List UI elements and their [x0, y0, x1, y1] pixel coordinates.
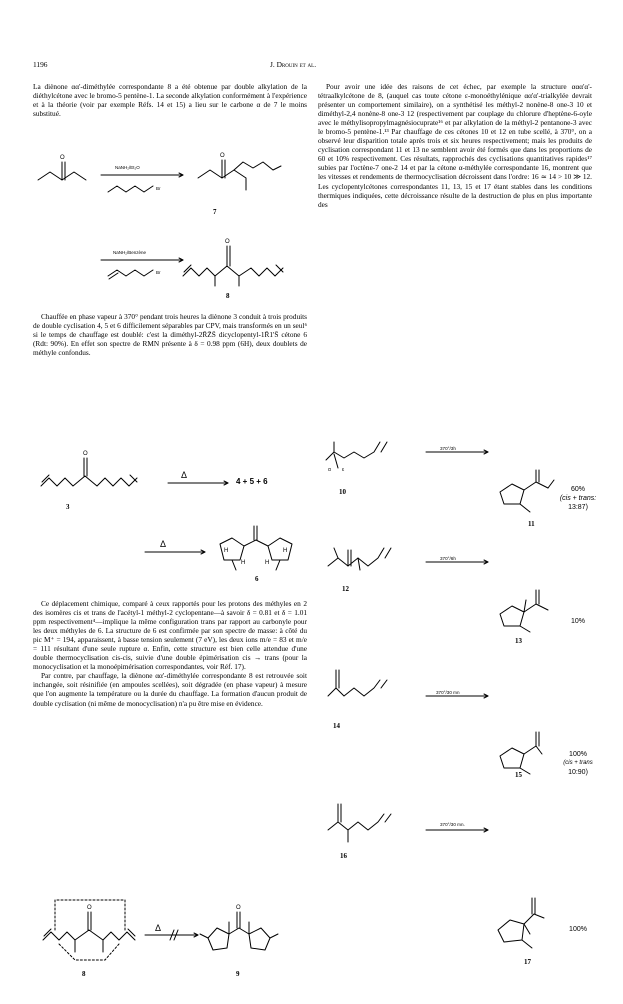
compound-label-10: 10 — [339, 488, 346, 496]
compound-label-13: 13 — [515, 637, 522, 645]
left-para-2 — [33, 312, 307, 357]
scheme-ketone-to-7 — [33, 148, 313, 208]
yield-block-15 — [548, 750, 608, 777]
h-label-3: H — [241, 560, 246, 566]
ratio-15-a: (cis + trans — [563, 760, 593, 766]
compound-label-8b: 8 — [82, 970, 86, 978]
oxygen-atom: O — [225, 239, 230, 245]
yield-13: 10% — [570, 618, 585, 625]
h-label-1: H — [224, 548, 229, 554]
compound-label-17: 17 — [524, 958, 531, 966]
ratio-15-b: 10:90) — [568, 769, 588, 776]
right-para-1 — [318, 82, 592, 209]
compound-label-9: 9 — [236, 970, 240, 978]
scheme-3-thermolysis — [33, 448, 313, 518]
left-para-4-text: Par contre, par chauffage, la diènone αα'-diméthylée correspondante 8 est retrouvée soit inchangée, soit résinifiée (en ampoules scellées), soit dégradée (en phase vapeur) à mesure que l'on augmente la température ou la durée du chauffage. La formation d'aucun produit de double cyclisation (ni même de monocyclisation) n'a pu être mise en évidence. — [33, 671, 307, 708]
left-para-3-text: Ce déplacement chimique, comparé à ceux rapportés pour les protons des méthyles en 2 des isomères cis et trans de l'acétyl-1 méthyl-2 cyclopentane—à savoir δ = 0.81 et δ = 1.01 ppm respectivement⁴—implique la même configuration trans par rapport au carbonyle pour les deux méthyles de 6. La structure de 6 est confirmée par son spectre de masse: à côté du pic M⁺ = 194, apparaissent, à basse tension seulement (7 eV), les deux ions m/e = 83 et m/e = 111 résultant d'une seule rupture α. Enfin, cette structure est bien celle attendue d'une double thermocyclisation cis-cis, suivie d'une double épimérisation cis → trans (pour la monocyclisation et la monoépimérisation correspondantes, voir Réf. 17). — [33, 599, 307, 672]
scheme-8-to-9 — [33, 880, 313, 970]
compound-label-16: 16 — [340, 852, 347, 860]
left-para-3 — [33, 599, 307, 708]
yield-block-11 — [548, 485, 608, 512]
condition-12: 370°/6h — [440, 556, 456, 561]
compound-label-11: 11 — [528, 520, 535, 528]
bromine-label: Br — [156, 186, 161, 191]
reagent-label-2: NaNH₂/Benzène — [113, 250, 147, 255]
yield-15: 100% — [569, 751, 587, 758]
epsilon-label: ε — [342, 467, 345, 473]
compound-label-7: 7 — [213, 208, 217, 216]
page-number: 1196 — [33, 60, 48, 69]
condition-10: 370°/3h — [440, 446, 456, 451]
heat-delta: Δ — [181, 470, 188, 480]
oxygen-atom: O — [236, 905, 241, 911]
yield-11: 60% — [570, 486, 585, 493]
scheme-16-to-17 — [318, 790, 608, 970]
oxygen-atom: O — [220, 153, 225, 159]
left-para-1-text: La diènone αα'-diméthylée correspondante 8 a été obtenue par double alkylation de la diéthylcétone avec le bromo-5 pentène-1. La seconde alkylation conformément à l'expérience et à la théorie (voir par exemple Réfs. 14 et 15) a lieu sur le carbone α de 7 le moins substitué. — [33, 82, 307, 119]
compound-label-8: 8 — [226, 292, 230, 300]
oxygen-atom: O — [60, 155, 65, 161]
compound-label-6: 6 — [255, 575, 259, 583]
compound-label-15: 15 — [515, 771, 522, 779]
heat-delta-3: Δ — [155, 923, 162, 933]
reagent-label-1: NaNH₂/Et₂O — [115, 165, 140, 170]
yield-17: 100% — [569, 926, 587, 933]
scheme-10-to-11 — [318, 432, 608, 527]
bromine-label-2: Br — [156, 270, 161, 275]
right-para-1-text: Pour avoir une idée des raisons de cet échec, par exemple la structure ααα'α'-tétraalkylcétone de 8, (auquel cas toute cétone ε-monoéthylénique αα'α'-trialkylée devrait présenter un comportement similaire), on a synthétisé les méthyl-2 nonène-8 one-3 10 et diméthyl-2,4 nonène-8 one-3 12 (respectivement par couplage du chlorure d'heptène-6-oyle avec le méthylisopropylmagnésiocuprate¹⁶ et par alkylation de la méthyl-2 pentanone-3 avec le bromo-5 pentène-1.¹³ Par chauffage de ces cétones 10 et 12 en tube scellé, à 370°, on a observé leur disparition totale après trois et six heures respectivement; mais les produits de cyclisation correspondant 11 et 13 ne semblent avoir été formés que dans les proportions de 60 et 10% respectivement. Ces résultats, rapprochés des cyclisations quantitatives rapides¹⁷ subies par l'octène-7 one-2 14 et par la cétone α-méthylée correspondante 16, montrent que les vitesses et rendements de thermocyclisation décroissent dans l'ordre: 16 ≃ 14 > 10 ≫ 12. Les cyclopentylcétones correspondantes 11, 13, 15 et 17 étant stables dans les conditions thermiques indiquées, cette décroissance résulte de la destruction de plus en plus importante des — [318, 82, 592, 209]
left-para-1 — [33, 82, 307, 118]
alpha-label: α — [328, 467, 331, 473]
compound-label-14: 14 — [333, 722, 340, 730]
ratio-11-a: (cis + trans: — [559, 495, 597, 502]
condition-16: 370°/30 mn. — [440, 822, 465, 827]
heat-delta-2: Δ — [160, 539, 167, 549]
compound-label-3: 3 — [66, 503, 70, 511]
oxygen-atom: O — [87, 905, 92, 911]
ratio-11-b: 13:87) — [568, 504, 588, 511]
running-head-authors: J. Drouin et al. — [270, 60, 317, 69]
thermolysis-products: 4 + 5 + 6 — [236, 477, 268, 486]
h-label-4: H — [265, 560, 270, 566]
compound-label-12: 12 — [342, 585, 349, 593]
condition-14: 370°/30 mn — [436, 690, 460, 695]
scheme-product-6 — [140, 520, 310, 580]
h-label-2: H — [283, 548, 288, 554]
scheme-7-to-8 — [33, 228, 313, 288]
oxygen-atom: O — [83, 451, 88, 457]
left-para-2-text: Chauffée en phase vapeur à 370° pendant trois heures la diènone 3 conduit à trois produits de double cyclisation 4, 5 et 6 difficilement séparables par CPV, mais transformés en un seul⁶ si le temps de chauffage est doublé: c'est la diméthyl-2R̄Z̄S̄ dicyclopentyl-1R̄1'S̄ cétone 6 (Rdt: 90%). En effet son spectre de RMN présente à δ = 0.98 ppm (6H), deux doublets de méthyle confondus. — [33, 312, 307, 358]
